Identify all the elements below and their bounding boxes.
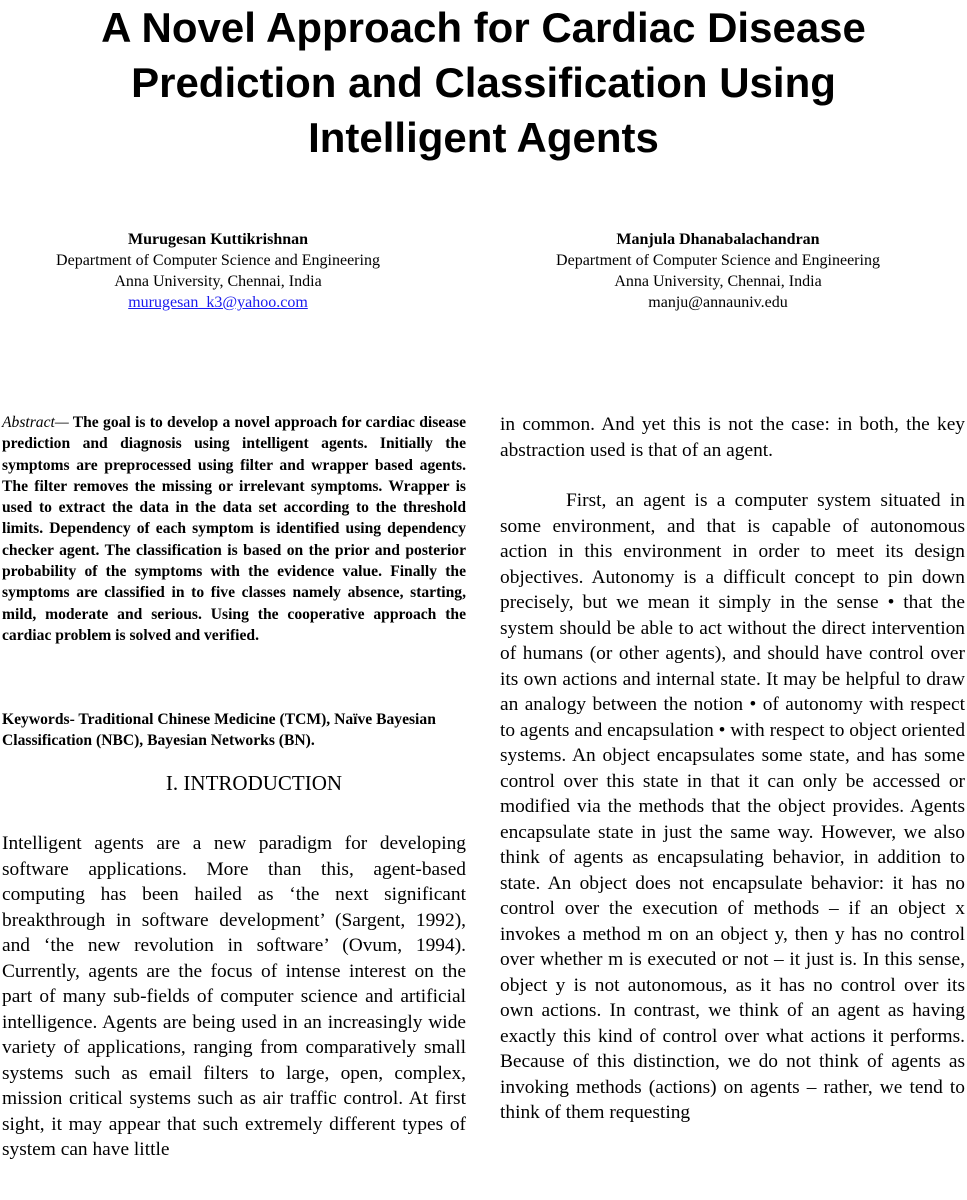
abstract — [2, 412, 466, 646]
author-affiliation: Anna University, Chennai, India — [114, 273, 322, 290]
keywords: Keywords- Traditional Chinese Medicine (TCM), Naïve Bayesian Classification (NBC), Bayesian Networks (BN). — [2, 711, 436, 750]
author-block-1 — [18, 229, 418, 313]
title-line: A Novel Approach for Cardiac Disease — [101, 4, 866, 51]
author-department: Department of Computer Science and Engineering — [556, 252, 880, 269]
author-name: Murugesan Kuttikrishnan — [127, 231, 309, 248]
abstract-heading: Abstract— — [2, 414, 69, 431]
title-line: Prediction and Classification Using — [131, 59, 836, 106]
author-department: Department of Computer Science and Engineering — [56, 252, 380, 269]
section-heading: I. INTRODUCTION — [165, 771, 343, 795]
continued-paragraph: in common. And yet this is not the case: in both, the key abstraction used is that of an agent. — [500, 414, 965, 461]
author-affiliation: Anna University, Chennai, India — [614, 273, 822, 290]
right-column — [500, 412, 965, 1126]
author-email: manju@annauniv.edu — [648, 294, 788, 311]
abstract-text: The goal is to develop a novel approach for cardiac disease prediction and diagnosis using intelligent agents. Initially the symptoms are preprocessed using filter and wrapper based agents. The filter removes the missing or irrelevant symptoms. Wrapper is used to extract the data in the data set according to the threshold limits. Dependency of each symptom is identified using dependency checker agent. The classification is based on the prior and posterior probability of the symptoms with the evidence value. Finally the symptoms are classified in to five classes namely absence, starting, mild, moderate and serious. Using the cooperative approach the cardiac problem is solved and verified. — [2, 414, 466, 644]
author-name: Manjula Dhanabalachandran — [616, 231, 820, 248]
body-paragraph: First, an agent is a computer system situated in some environment, and that is capable of autonomous action in this environment in order to meet its design objectives. Autonomy is a difficult concept to pin down precisely, but we mean it simply in the sense • that the system should be able to act without the direct intervention of humans (or other agents), and should have control over its own actions and internal state. It may be helpful to draw an analogy between the notion • of autonomy with respect to agents and encapsulation • with respect to object oriented systems. An object encapsulates some state, and has some control over this state in that it can only be accessed or modified via the methods that the object provides. Agents encapsulate state in just the same way. However, we also think of agents as encapsulating behavior, in addition to state. An object does not encapsulate behavior: it has no control over the execution of methods – if an object x invokes a method m on an object y, then y has no control over whether m is executed or not – it just is. In this sense, object y is not autonomous, as it has no control over its own actions. In contrast, we think of an agent as having exactly this kind of control over what actions it performs. Because of this distinction, we do not think of agents as invoking methods (actions) on agents – rather, we tend to think of them requesting — [500, 490, 966, 1123]
paper-title — [0, 0, 967, 165]
author-block-2 — [518, 229, 918, 313]
author-email-link[interactable]: murugesan_k3@yahoo.com — [128, 294, 308, 311]
title-line: Intelligent Agents — [308, 114, 659, 161]
intro-paragraph: Intelligent agents are a new paradigm for developing software applications. More than this, agent-based computing has been hailed as ‘the next significant breakthrough in software development’ (Sargent, 1992), and ‘the new revolution in software’ (Ovum, 1994). Currently, agents are the focus of intense interest on the part of many sub-fields of computer science and artificial intelligence. Agents are being used in an increasingly wide variety of applications, ranging from comparatively small systems such as email filters to large, open, complex, mission critical systems such as air traffic control. At first sight, it may appear that such extremely different types of system can have little — [2, 833, 466, 1160]
